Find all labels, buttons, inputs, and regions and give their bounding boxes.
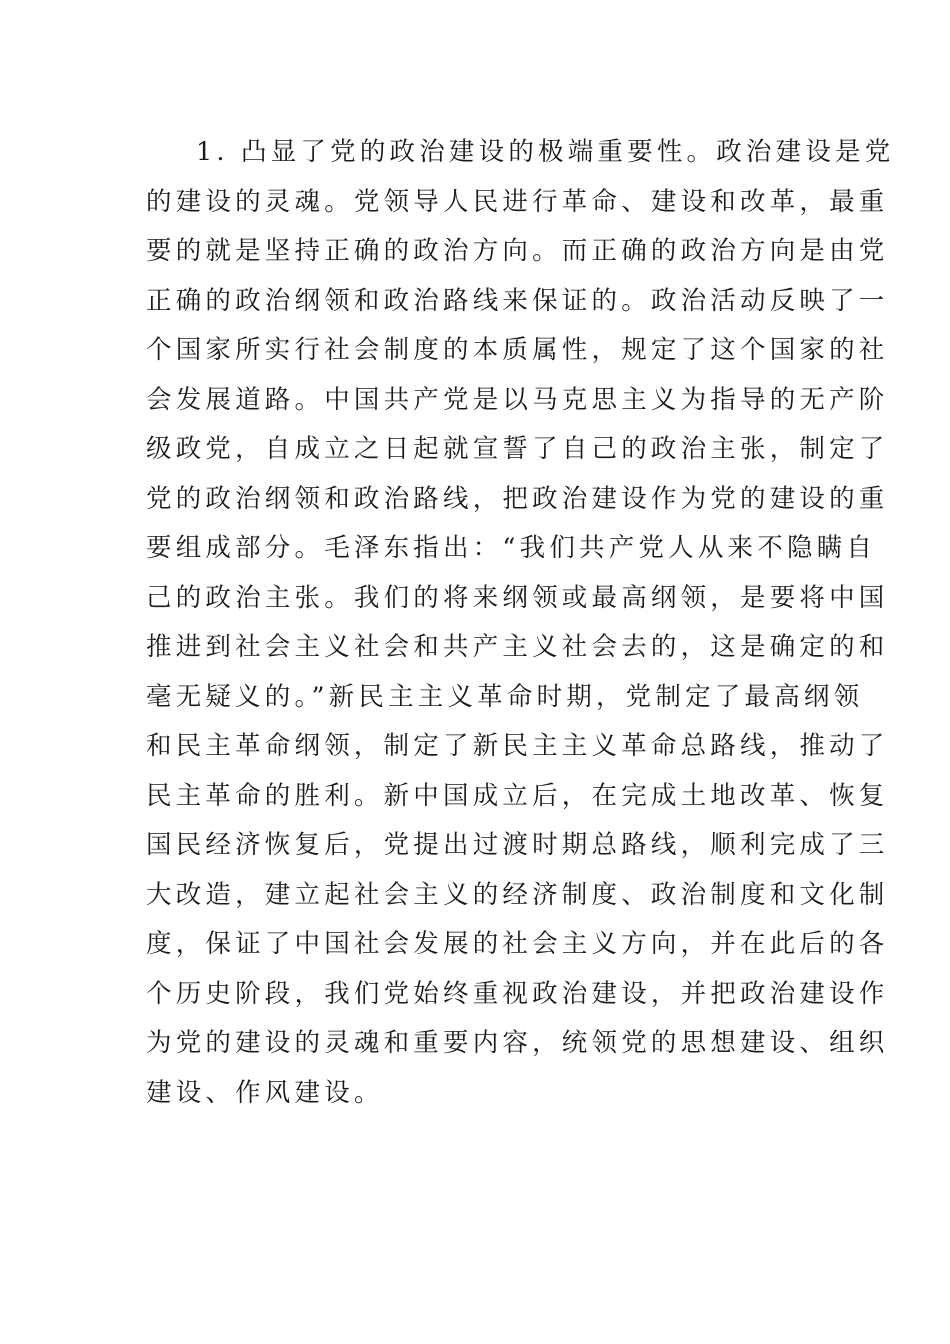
body-paragraph: [146, 128, 895, 1118]
paragraph-line: 级政党，自成立之日起就宣誓了自己的政治主张，制定了: [146, 434, 889, 464]
paragraph-line: 推进到社会主义社会和共产主义社会去的，这是确定的和: [146, 632, 889, 662]
paragraph-line: 1. 凸显了党的政治建设的极端重要性。政治建设是党: [196, 137, 895, 167]
paragraph-line: 正确的政治纲领和政治路线来保证的。政治活动反映了一: [146, 285, 889, 316]
paragraph-line: 为党的建设的灵魂和重要内容，统领党的思想建设、组织: [146, 1028, 889, 1058]
paragraph-line: 要组成部分。毛泽东指出：“我们共产党人从来不隐瞒自: [146, 533, 877, 563]
paragraph-line: 己的政治主张。我们的将来纲领或最高纲领，是要将中国: [146, 582, 889, 613]
paragraph-line: 民主革命的胜利。新中国成立后，在完成土地改革、恢复: [146, 780, 889, 811]
paragraph-line: 要的就是坚持正确的政治方向。而正确的政治方向是由党: [146, 236, 889, 266]
paragraph-line: 建设、作风建设。: [146, 1077, 384, 1108]
paragraph-line: 和民主革命纲领，制定了新民主主义革命总路线，推动了: [146, 731, 889, 761]
paragraph-line: 党的政治纲领和政治路线，把政治建设作为党的建设的重: [146, 483, 889, 514]
paragraph-line: 大改造，建立起社会主义的经济制度、政治制度和文化制: [146, 879, 889, 910]
paragraph-line: 会发展道路。中国共产党是以马克思主义为指导的无产阶: [146, 384, 889, 415]
paragraph-line: 毫无疑义的。”新民主主义革命时期，党制定了最高纲领: [146, 681, 864, 712]
paragraph-line: 的建设的灵魂。党领导人民进行革命、建设和改革，最重: [146, 186, 889, 217]
paragraph-line: 国民经济恢复后，党提出过渡时期总路线，顺利完成了三: [146, 830, 889, 860]
paragraph-line: 个历史阶段，我们党始终重视政治建设，并把政治建设作: [146, 978, 889, 1009]
paragraph-line: 个国家所实行社会制度的本质属性，规定了这个国家的社: [146, 335, 889, 365]
paragraph-line: 度，保证了中国社会发展的社会主义方向，并在此后的各: [146, 929, 889, 959]
